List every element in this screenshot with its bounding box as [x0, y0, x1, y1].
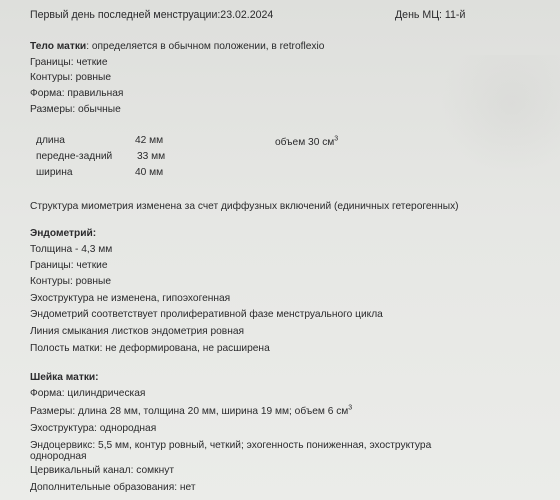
endometrium-closure-line: Линия смыкания листков эндометрия ровная	[30, 326, 245, 337]
endometrium-heading: Эндометрий:	[30, 228, 97, 239]
cervix-heading: Шейка матки:	[30, 372, 99, 383]
endometrium-thickness: Толщина - 4,3 мм	[30, 244, 113, 255]
uterus-borders: Границы: четкие	[30, 57, 108, 68]
endometrium-echostructure: Эхоструктура не изменена, гипоэхогенная	[30, 293, 231, 304]
length-label: длина	[36, 135, 65, 146]
lmp-date: Первый день последней менструации:23.02.2024	[30, 9, 274, 21]
endocervix-line-2: однородная	[30, 451, 87, 462]
uterus-body-heading: Тело матки	[30, 41, 87, 52]
endometrium-borders: Границы: четкие	[30, 260, 108, 271]
cervix-sizes-text: Размеры: длина 28 мм, толщина 20 мм, ширина 19 мм; объем 6 см	[30, 406, 349, 417]
additional-formations: Дополнительные образования: нет	[30, 482, 196, 493]
uterus-volume-sup: 3	[334, 135, 339, 143]
width-label: ширина	[36, 167, 73, 178]
uterine-cavity: Полость матки: не деформирована, не расширена	[30, 343, 270, 354]
uterus-position-line	[30, 41, 324, 53]
endocervix-line-1: Эндоцервикс: 5,5 мм, контур ровный, четкий; эхогенность пониженная, эхоструктура	[30, 440, 432, 451]
uterus-shape: Форма: правильная	[30, 88, 124, 99]
myometrium-structure: Структура миометрия изменена за счет диффузных включений (единичных гетерогенных)	[30, 201, 459, 212]
width-value: 40 мм	[135, 167, 164, 178]
cervix-sizes	[30, 406, 352, 418]
ap-value: 33 мм	[137, 151, 166, 162]
cervix-echostructure: Эхоструктура: однородная	[30, 423, 157, 434]
length-value: 42 мм	[135, 135, 164, 146]
uterus-contours: Контуры: ровные	[30, 72, 111, 83]
uterus-volume	[275, 137, 338, 149]
uterus-position: : определяется в обычном положении, в retroflexio	[86, 41, 325, 52]
uterus-sizes: Размеры: обычные	[30, 104, 121, 115]
show-through-shadow	[440, 55, 560, 175]
cycle-day: День МЦ: 11-й	[395, 9, 466, 21]
cervix-shape: Форма: цилиндрическая	[30, 388, 146, 399]
cervix-sizes-sup: 3	[348, 404, 353, 412]
endometrium-contours: Контуры: ровные	[30, 276, 111, 287]
uterus-volume-text: объем 30 см	[275, 137, 335, 148]
endometrium-phase: Эндометрий соответствует пролиферативной фазе менструального цикла	[30, 309, 383, 320]
cervical-canal: Цервикальный канал: сомкнут	[30, 465, 175, 476]
ap-label: передне-задний	[36, 151, 113, 162]
